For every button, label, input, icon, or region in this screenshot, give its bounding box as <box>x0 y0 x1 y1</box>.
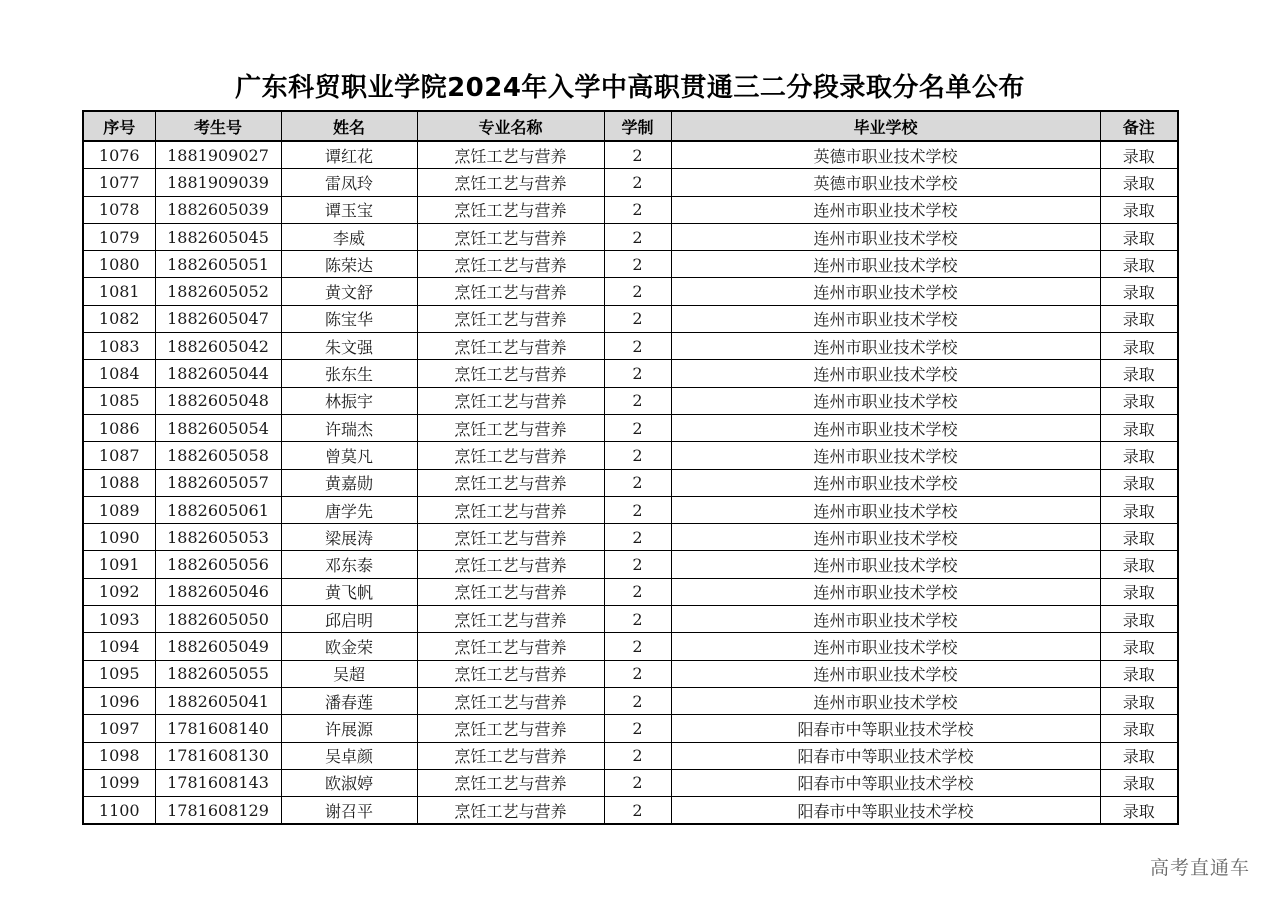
cell-seq: 1083 <box>83 333 155 360</box>
cell-years: 2 <box>604 496 671 523</box>
table-row <box>83 551 1178 578</box>
cell-name: 吴卓颜 <box>281 742 417 769</box>
cell-note: 录取 <box>1100 333 1178 360</box>
cell-school: 连州市职业技术学校 <box>671 496 1100 523</box>
cell-school: 连州市职业技术学校 <box>671 578 1100 605</box>
cell-years: 2 <box>604 551 671 578</box>
cell-seq: 1077 <box>83 169 155 196</box>
cell-name: 吴超 <box>281 660 417 687</box>
table-row <box>83 278 1178 305</box>
cell-name: 雷凤玲 <box>281 169 417 196</box>
cell-exam-id: 1882605047 <box>155 305 281 332</box>
cell-school: 连州市职业技术学校 <box>671 660 1100 687</box>
cell-name: 唐学先 <box>281 496 417 523</box>
cell-name: 张东生 <box>281 360 417 387</box>
cell-major: 烹饪工艺与营养 <box>417 278 604 305</box>
cell-years: 2 <box>604 305 671 332</box>
cell-seq: 1086 <box>83 414 155 441</box>
cell-exam-id: 1781608129 <box>155 797 281 825</box>
cell-exam-id: 1781608140 <box>155 715 281 742</box>
cell-name: 黄嘉勋 <box>281 469 417 496</box>
cell-exam-id: 1882605057 <box>155 469 281 496</box>
cell-seq: 1079 <box>83 223 155 250</box>
table-row <box>83 606 1178 633</box>
table-row <box>83 715 1178 742</box>
cell-exam-id: 1882605051 <box>155 251 281 278</box>
cell-name: 朱文强 <box>281 333 417 360</box>
cell-major: 烹饪工艺与营养 <box>417 360 604 387</box>
cell-school: 连州市职业技术学校 <box>671 333 1100 360</box>
cell-note: 录取 <box>1100 196 1178 223</box>
cell-major: 烹饪工艺与营养 <box>417 606 604 633</box>
cell-major: 烹饪工艺与营养 <box>417 660 604 687</box>
cell-years: 2 <box>604 469 671 496</box>
cell-seq: 1085 <box>83 387 155 414</box>
cell-note: 录取 <box>1100 715 1178 742</box>
cell-note: 录取 <box>1100 551 1178 578</box>
cell-school: 连州市职业技术学校 <box>671 196 1100 223</box>
cell-exam-id: 1881909039 <box>155 169 281 196</box>
cell-school: 连州市职业技术学校 <box>671 469 1100 496</box>
cell-name: 潘春莲 <box>281 687 417 714</box>
cell-seq: 1100 <box>83 797 155 825</box>
cell-school: 连州市职业技术学校 <box>671 687 1100 714</box>
cell-name: 谢召平 <box>281 797 417 825</box>
cell-school: 连州市职业技术学校 <box>671 606 1100 633</box>
cell-years: 2 <box>604 196 671 223</box>
cell-major: 烹饪工艺与营养 <box>417 578 604 605</box>
cell-name: 谭玉宝 <box>281 196 417 223</box>
cell-note: 录取 <box>1100 524 1178 551</box>
cell-name: 谭红花 <box>281 141 417 169</box>
header-note: 备注 <box>1100 111 1178 141</box>
cell-note: 录取 <box>1100 633 1178 660</box>
cell-major: 烹饪工艺与营养 <box>417 769 604 796</box>
cell-years: 2 <box>604 360 671 387</box>
table-row <box>83 141 1178 169</box>
cell-school: 连州市职业技术学校 <box>671 278 1100 305</box>
cell-name: 邓东泰 <box>281 551 417 578</box>
cell-school: 连州市职业技术学校 <box>671 414 1100 441</box>
cell-years: 2 <box>604 169 671 196</box>
cell-school: 连州市职业技术学校 <box>671 442 1100 469</box>
cell-school: 连州市职业技术学校 <box>671 633 1100 660</box>
cell-name: 黄飞帆 <box>281 578 417 605</box>
cell-school: 连州市职业技术学校 <box>671 551 1100 578</box>
cell-exam-id: 1882605048 <box>155 387 281 414</box>
table-row <box>83 333 1178 360</box>
cell-name: 梁展涛 <box>281 524 417 551</box>
cell-school: 阳春市中等职业技术学校 <box>671 769 1100 796</box>
cell-years: 2 <box>604 251 671 278</box>
table-row <box>83 387 1178 414</box>
cell-major: 烹饪工艺与营养 <box>417 305 604 332</box>
cell-years: 2 <box>604 278 671 305</box>
table-row <box>83 578 1178 605</box>
cell-years: 2 <box>604 633 671 660</box>
cell-years: 2 <box>604 141 671 169</box>
cell-exam-id: 1882605041 <box>155 687 281 714</box>
header-years: 学制 <box>604 111 671 141</box>
admission-table <box>82 110 1179 825</box>
table-row <box>83 496 1178 523</box>
cell-major: 烹饪工艺与营养 <box>417 223 604 250</box>
cell-years: 2 <box>604 414 671 441</box>
table-row <box>83 305 1178 332</box>
cell-school: 英德市职业技术学校 <box>671 141 1100 169</box>
cell-seq: 1093 <box>83 606 155 633</box>
table-row <box>83 769 1178 796</box>
cell-seq: 1098 <box>83 742 155 769</box>
header-seq: 序号 <box>83 111 155 141</box>
cell-exam-id: 1882605039 <box>155 196 281 223</box>
cell-name: 许瑞杰 <box>281 414 417 441</box>
header-school: 毕业学校 <box>671 111 1100 141</box>
cell-seq: 1095 <box>83 660 155 687</box>
cell-name: 欧金荣 <box>281 633 417 660</box>
cell-seq: 1091 <box>83 551 155 578</box>
cell-seq: 1089 <box>83 496 155 523</box>
cell-years: 2 <box>604 333 671 360</box>
table-row <box>83 687 1178 714</box>
cell-school: 连州市职业技术学校 <box>671 524 1100 551</box>
cell-school: 连州市职业技术学校 <box>671 305 1100 332</box>
cell-note: 录取 <box>1100 278 1178 305</box>
cell-major: 烹饪工艺与营养 <box>417 196 604 223</box>
cell-exam-id: 1882605053 <box>155 524 281 551</box>
header-exam-id: 考生号 <box>155 111 281 141</box>
cell-school: 阳春市中等职业技术学校 <box>671 797 1100 825</box>
cell-note: 录取 <box>1100 578 1178 605</box>
cell-name: 陈宝华 <box>281 305 417 332</box>
cell-school: 阳春市中等职业技术学校 <box>671 715 1100 742</box>
cell-note: 录取 <box>1100 414 1178 441</box>
cell-years: 2 <box>604 524 671 551</box>
table-row <box>83 196 1178 223</box>
cell-seq: 1097 <box>83 715 155 742</box>
cell-note: 录取 <box>1100 797 1178 825</box>
cell-exam-id: 1882605056 <box>155 551 281 578</box>
table-body <box>83 141 1178 824</box>
cell-years: 2 <box>604 687 671 714</box>
cell-exam-id: 1882605050 <box>155 606 281 633</box>
cell-name: 邱启明 <box>281 606 417 633</box>
cell-school: 连州市职业技术学校 <box>671 223 1100 250</box>
table-header-row <box>83 111 1178 141</box>
cell-name: 黄文舒 <box>281 278 417 305</box>
cell-seq: 1096 <box>83 687 155 714</box>
cell-exam-id: 1781608143 <box>155 769 281 796</box>
table-row <box>83 660 1178 687</box>
cell-seq: 1076 <box>83 141 155 169</box>
table-row <box>83 360 1178 387</box>
table-row <box>83 169 1178 196</box>
cell-major: 烹饪工艺与营养 <box>417 496 604 523</box>
cell-note: 录取 <box>1100 469 1178 496</box>
cell-years: 2 <box>604 578 671 605</box>
cell-years: 2 <box>604 387 671 414</box>
cell-major: 烹饪工艺与营养 <box>417 797 604 825</box>
cell-major: 烹饪工艺与营养 <box>417 742 604 769</box>
cell-years: 2 <box>604 769 671 796</box>
cell-exam-id: 1882605055 <box>155 660 281 687</box>
cell-exam-id: 1882605045 <box>155 223 281 250</box>
cell-note: 录取 <box>1100 251 1178 278</box>
cell-note: 录取 <box>1100 442 1178 469</box>
cell-school: 英德市职业技术学校 <box>671 169 1100 196</box>
cell-major: 烹饪工艺与营养 <box>417 633 604 660</box>
watermark: 高考直通车 <box>1149 857 1250 879</box>
cell-seq: 1078 <box>83 196 155 223</box>
cell-years: 2 <box>604 606 671 633</box>
table-row <box>83 414 1178 441</box>
cell-exam-id: 1781608130 <box>155 742 281 769</box>
cell-years: 2 <box>604 660 671 687</box>
cell-seq: 1094 <box>83 633 155 660</box>
table-row <box>83 442 1178 469</box>
cell-note: 录取 <box>1100 169 1178 196</box>
cell-note: 录取 <box>1100 223 1178 250</box>
cell-name: 林振宇 <box>281 387 417 414</box>
cell-major: 烹饪工艺与营养 <box>417 687 604 714</box>
cell-exam-id: 1882605044 <box>155 360 281 387</box>
cell-school: 阳春市中等职业技术学校 <box>671 742 1100 769</box>
header-major: 专业名称 <box>417 111 604 141</box>
table-row <box>83 223 1178 250</box>
cell-major: 烹饪工艺与营养 <box>417 141 604 169</box>
cell-exam-id: 1882605061 <box>155 496 281 523</box>
cell-seq: 1082 <box>83 305 155 332</box>
cell-exam-id: 1882605046 <box>155 578 281 605</box>
cell-name: 李威 <box>281 223 417 250</box>
cell-note: 录取 <box>1100 769 1178 796</box>
cell-exam-id: 1882605052 <box>155 278 281 305</box>
cell-major: 烹饪工艺与营养 <box>417 251 604 278</box>
cell-major: 烹饪工艺与营养 <box>417 414 604 441</box>
cell-years: 2 <box>604 442 671 469</box>
cell-note: 录取 <box>1100 606 1178 633</box>
cell-note: 录取 <box>1100 687 1178 714</box>
table-row <box>83 251 1178 278</box>
cell-exam-id: 1882605058 <box>155 442 281 469</box>
cell-name: 曾莫凡 <box>281 442 417 469</box>
cell-years: 2 <box>604 223 671 250</box>
cell-major: 烹饪工艺与营养 <box>417 715 604 742</box>
cell-exam-id: 1881909027 <box>155 141 281 169</box>
cell-note: 录取 <box>1100 660 1178 687</box>
table-row <box>83 524 1178 551</box>
cell-school: 连州市职业技术学校 <box>671 387 1100 414</box>
cell-exam-id: 1882605054 <box>155 414 281 441</box>
cell-note: 录取 <box>1100 141 1178 169</box>
table-row <box>83 797 1178 825</box>
table-row <box>83 469 1178 496</box>
cell-name: 许展源 <box>281 715 417 742</box>
cell-years: 2 <box>604 797 671 825</box>
cell-major: 烹饪工艺与营养 <box>417 469 604 496</box>
cell-note: 录取 <box>1100 496 1178 523</box>
cell-major: 烹饪工艺与营养 <box>417 551 604 578</box>
cell-seq: 1080 <box>83 251 155 278</box>
cell-note: 录取 <box>1100 360 1178 387</box>
cell-name: 欧淑婷 <box>281 769 417 796</box>
cell-major: 烹饪工艺与营养 <box>417 442 604 469</box>
cell-exam-id: 1882605042 <box>155 333 281 360</box>
cell-seq: 1087 <box>83 442 155 469</box>
cell-major: 烹饪工艺与营养 <box>417 169 604 196</box>
cell-seq: 1099 <box>83 769 155 796</box>
cell-seq: 1090 <box>83 524 155 551</box>
page-title: 广东科贸职业学院2024年入学中高职贯通三二分段录取分名单公布 <box>235 73 1025 103</box>
cell-major: 烹饪工艺与营养 <box>417 524 604 551</box>
cell-note: 录取 <box>1100 387 1178 414</box>
cell-major: 烹饪工艺与营养 <box>417 387 604 414</box>
cell-seq: 1084 <box>83 360 155 387</box>
cell-seq: 1092 <box>83 578 155 605</box>
cell-exam-id: 1882605049 <box>155 633 281 660</box>
cell-school: 连州市职业技术学校 <box>671 360 1100 387</box>
table-row <box>83 633 1178 660</box>
cell-years: 2 <box>604 715 671 742</box>
cell-note: 录取 <box>1100 305 1178 332</box>
cell-school: 连州市职业技术学校 <box>671 251 1100 278</box>
cell-name: 陈荣达 <box>281 251 417 278</box>
cell-years: 2 <box>604 742 671 769</box>
cell-seq: 1088 <box>83 469 155 496</box>
table-row <box>83 742 1178 769</box>
header-name: 姓名 <box>281 111 417 141</box>
cell-seq: 1081 <box>83 278 155 305</box>
cell-major: 烹饪工艺与营养 <box>417 333 604 360</box>
cell-note: 录取 <box>1100 742 1178 769</box>
